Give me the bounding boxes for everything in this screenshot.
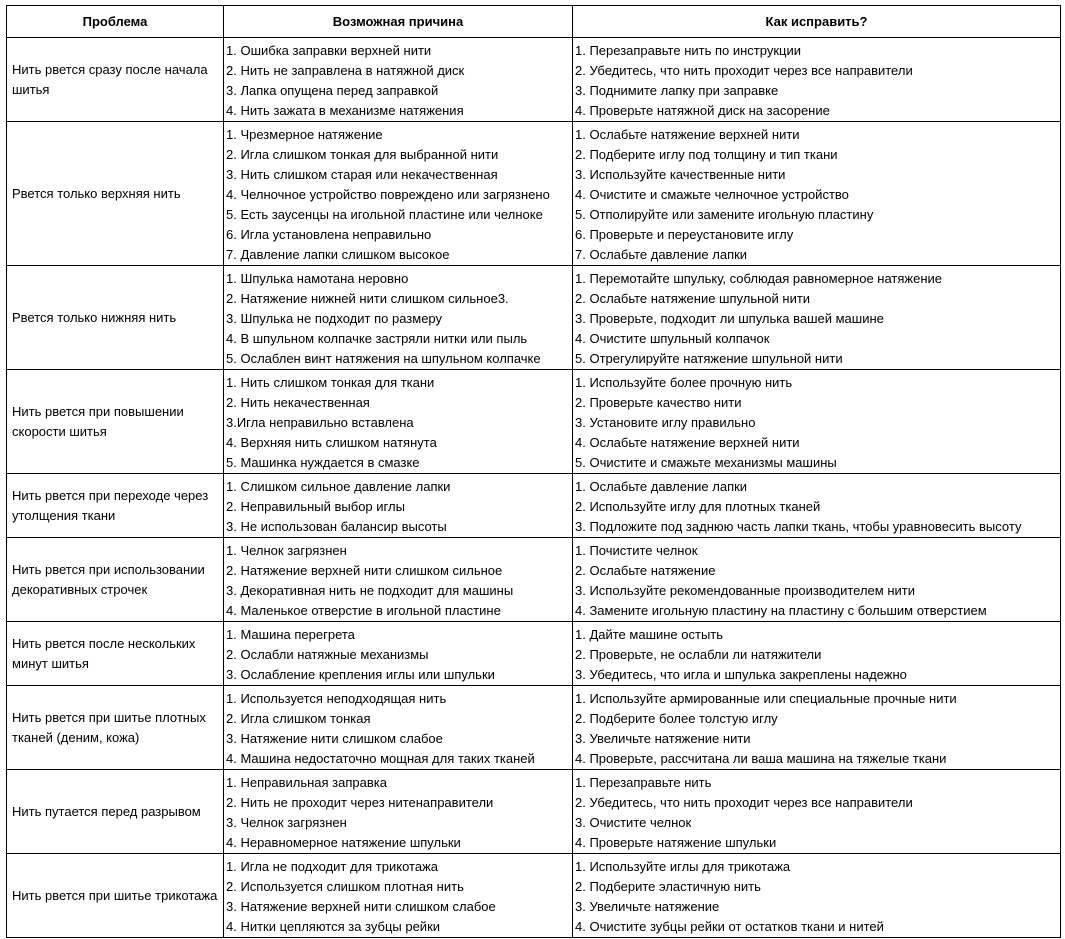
cause-item: 5. Ослаблен винт натяжения на шпульном колпачке xyxy=(226,351,541,366)
fix-cell xyxy=(573,474,1061,538)
fix-item: 3. Установите иглу правильно xyxy=(575,415,756,430)
cause-item: 1. Челнок загрязнен xyxy=(226,543,347,558)
table-row xyxy=(7,266,1061,370)
cause-item: 2. Используется слишком плотная нить xyxy=(226,879,464,894)
header-row xyxy=(7,6,1061,38)
troubleshooting-table xyxy=(6,5,1061,938)
table-row xyxy=(7,474,1061,538)
cause-item: 1. Используется неподходящая нить xyxy=(226,691,447,706)
cause-item: 4. Нитки цепляются за зубцы рейки xyxy=(226,919,441,934)
cause-item: 2. Неправильный выбор иглы xyxy=(226,499,405,514)
problem-cell: Нить рвется сразу после начала шитья xyxy=(7,38,224,122)
cause-item: 2. Нить некачественная xyxy=(226,395,370,410)
cause-item: 3. Нить слишком старая или некачественная xyxy=(226,167,498,182)
fix-item: 4. Проверьте, рассчитана ли ваша машина на тяжелые ткани xyxy=(575,751,947,766)
problem-cell: Нить рвется при шитье плотных тканей (деним, кожа) xyxy=(7,686,224,770)
fix-item: 2. Подберите иглу под толщину и тип ткани xyxy=(575,147,838,162)
fix-cell xyxy=(573,538,1061,622)
fix-item: 3. Подложите под заднюю часть лапки ткань, чтобы уравновесить высоту xyxy=(575,519,1022,534)
fix-cell xyxy=(573,622,1061,686)
table-row xyxy=(7,854,1061,938)
cause-cell xyxy=(224,622,573,686)
problem-cell: Нить рвется при повышении скорости шитья xyxy=(7,370,224,474)
cause-item: 2. Ослабли натяжные механизмы xyxy=(226,647,429,662)
cause-item: 2. Нить не заправлена в натяжной диск xyxy=(226,63,465,78)
fix-item: 5. Отполируйте или замените игольную пластину xyxy=(575,207,874,222)
fix-cell xyxy=(573,686,1061,770)
cause-item: 2. Игла слишком тонкая для выбранной нити xyxy=(226,147,499,162)
fix-item: 2. Проверьте, не ослабли ли натяжители xyxy=(575,647,822,662)
fix-item: 3. Используйте качественные нити xyxy=(575,167,786,182)
table-row xyxy=(7,770,1061,854)
fix-item: 2. Убедитесь, что нить проходит через все направители xyxy=(575,63,913,78)
fix-item: 3. Очистите челнок xyxy=(575,815,692,830)
fix-item: 2. Ослабьте натяжение шпульной нити xyxy=(575,291,811,306)
problem-cell: Нить рвется при использовании декоративных строчек xyxy=(7,538,224,622)
cause-item: 5. Машинка нуждается в смазке xyxy=(226,455,420,470)
cause-item: 1. Шпулька намотана неровно xyxy=(226,271,409,286)
table-row xyxy=(7,38,1061,122)
cause-cell xyxy=(224,854,573,938)
cause-cell xyxy=(224,266,573,370)
fix-item: 1. Используйте армированные или специальные прочные нити xyxy=(575,691,957,706)
problem-cell: Нить путается перед разрывом xyxy=(7,770,224,854)
problem-cell: Нить рвется при переходе через утолщения ткани xyxy=(7,474,224,538)
cause-item: 2. Натяжение нижней нити слишком сильное3. xyxy=(226,291,509,306)
fix-item: 7. Ослабьте давление лапки xyxy=(575,247,748,262)
fix-item: 4. Очистите шпульный колпачок xyxy=(575,331,770,346)
table-row xyxy=(7,622,1061,686)
fix-item: 5. Отрегулируйте натяжение шпульной нити xyxy=(575,351,843,366)
cause-cell xyxy=(224,370,573,474)
fix-item: 2. Подберите более толстую иглу xyxy=(575,711,778,726)
fix-item: 1. Ослабьте давление лапки xyxy=(575,479,748,494)
fix-item: 4. Проверьте натяжной диск на засорение xyxy=(575,103,830,118)
fix-item: 3. Проверьте, подходит ли шпулька вашей машине xyxy=(575,311,884,326)
cause-item: 2. Игла слишком тонкая xyxy=(226,711,371,726)
table-row xyxy=(7,538,1061,622)
cause-item: 3.Игла неправильно вставлена xyxy=(226,415,414,430)
fix-cell xyxy=(573,38,1061,122)
fix-item: 4. Проверьте натяжение шпульки xyxy=(575,835,777,850)
cause-item: 1. Чрезмерное натяжение xyxy=(226,127,383,142)
problem-cell: Рвется только верхняя нить xyxy=(7,122,224,266)
cause-item: 4. Верхняя нить слишком натянута xyxy=(226,435,437,450)
cause-item: 4. Маленькое отверстие в игольной пластине xyxy=(226,603,501,618)
problem-cell: Рвется только нижняя нить xyxy=(7,266,224,370)
cause-item: 2. Нить не проходит через нитенаправители xyxy=(226,795,494,810)
cause-item: 1. Неправильная заправка xyxy=(226,775,387,790)
cause-item: 5. Есть заусенцы на игольной пластине или челноке xyxy=(226,207,543,222)
fix-item: 4. Очистите зубцы рейки от остатков ткани и нитей xyxy=(575,919,884,934)
cause-cell xyxy=(224,686,573,770)
fix-cell xyxy=(573,122,1061,266)
cause-item: 3. Шпулька не подходит по размеру xyxy=(226,311,443,326)
cause-item: 3. Лапка опущена перед заправкой xyxy=(226,83,439,98)
cause-item: 4. Неравномерное натяжение шпульки xyxy=(226,835,461,850)
fix-item: 1. Используйте более прочную нить xyxy=(575,375,793,390)
cause-item: 3. Не использован балансир высоты xyxy=(226,519,447,534)
fix-item: 5. Очистите и смажьте механизмы машины xyxy=(575,455,837,470)
cause-item: 1. Слишком сильное давление лапки xyxy=(226,479,451,494)
cause-item: 1. Нить слишком тонкая для ткани xyxy=(226,375,435,390)
fix-item: 1. Перезаправьте нить xyxy=(575,775,712,790)
header-problem: Проблема xyxy=(7,6,224,38)
table-row xyxy=(7,686,1061,770)
table-row xyxy=(7,122,1061,266)
cause-item: 4. В шпульном колпачке застряли нитки или пыль xyxy=(226,331,528,346)
fix-item: 4. Ослабьте натяжение верхней нити xyxy=(575,435,800,450)
cause-item: 3. Натяжение нити слишком слабое xyxy=(226,731,443,746)
cause-item: 4. Машина недостаточно мощная для таких тканей xyxy=(226,751,535,766)
cause-item: 6. Игла установлена неправильно xyxy=(226,227,432,242)
cause-item: 3. Натяжение верхней нити слишком слабое xyxy=(226,899,496,914)
fix-item: 2. Подберите эластичную нить xyxy=(575,879,761,894)
problem-cell: Нить рвется при шитье трикотажа xyxy=(7,854,224,938)
table-row xyxy=(7,370,1061,474)
cause-cell xyxy=(224,770,573,854)
fix-item: 3. Увеличьте натяжение xyxy=(575,899,720,914)
fix-item: 1. Дайте машине остыть xyxy=(575,627,724,642)
cause-item: 1. Игла не подходит для трикотажа xyxy=(226,859,438,874)
cause-item: 7. Давление лапки слишком высокое xyxy=(226,247,450,262)
fix-item: 1. Перезаправьте нить по инструкции xyxy=(575,43,802,58)
fix-cell xyxy=(573,370,1061,474)
fix-item: 4. Очистите и смажьте челночное устройство xyxy=(575,187,849,202)
fix-item: 2. Проверьте качество нити xyxy=(575,395,742,410)
cause-item: 1. Машина перегрета xyxy=(226,627,355,642)
fix-item: 1. Почистите челнок xyxy=(575,543,698,558)
fix-item: 6. Проверьте и переустановите иглу xyxy=(575,227,794,242)
cause-item: 3. Ослабление крепления иглы или шпульки xyxy=(226,667,495,682)
fix-item: 3. Используйте рекомендованные производителем нити xyxy=(575,583,915,598)
fix-item: 1. Ослабьте натяжение верхней нити xyxy=(575,127,800,142)
fix-item: 2. Ослабьте натяжение xyxy=(575,563,716,578)
fix-item: 1. Перемотайте шпульку, соблюдая равномерное натяжение xyxy=(575,271,943,286)
fix-item: 3. Увеличьте натяжение нити xyxy=(575,731,751,746)
cause-cell xyxy=(224,38,573,122)
cause-item: 4. Челночное устройство повреждено или загрязнено xyxy=(226,187,550,202)
cause-cell xyxy=(224,474,573,538)
fix-item: 3. Убедитесь, что игла и шпулька закреплены надежно xyxy=(575,667,907,682)
fix-cell xyxy=(573,854,1061,938)
fix-item: 2. Убедитесь, что нить проходит через все направители xyxy=(575,795,913,810)
header-fix: Как исправить? xyxy=(573,6,1061,38)
cause-item: 1. Ошибка заправки верхней нити xyxy=(226,43,432,58)
fix-item: 4. Замените игольную пластину на пластину с большим отверстием xyxy=(575,603,987,618)
fix-item: 3. Поднимите лапку при заправке xyxy=(575,83,779,98)
cause-item: 3. Декоративная нить не подходит для машины xyxy=(226,583,514,598)
header-cause: Возможная причина xyxy=(224,6,573,38)
cause-item: 3. Челнок загрязнен xyxy=(226,815,347,830)
fix-item: 1. Используйте иглы для трикотажа xyxy=(575,859,791,874)
fix-cell xyxy=(573,266,1061,370)
cause-item: 4. Нить зажата в механизме натяжения xyxy=(226,103,464,118)
cause-cell xyxy=(224,538,573,622)
cause-item: 2. Натяжение верхней нити слишком сильное xyxy=(226,563,503,578)
fix-item: 2. Используйте иглу для плотных тканей xyxy=(575,499,821,514)
problem-cell: Нить рвется после нескольких минут шитья xyxy=(7,622,224,686)
cause-cell xyxy=(224,122,573,266)
fix-cell xyxy=(573,770,1061,854)
